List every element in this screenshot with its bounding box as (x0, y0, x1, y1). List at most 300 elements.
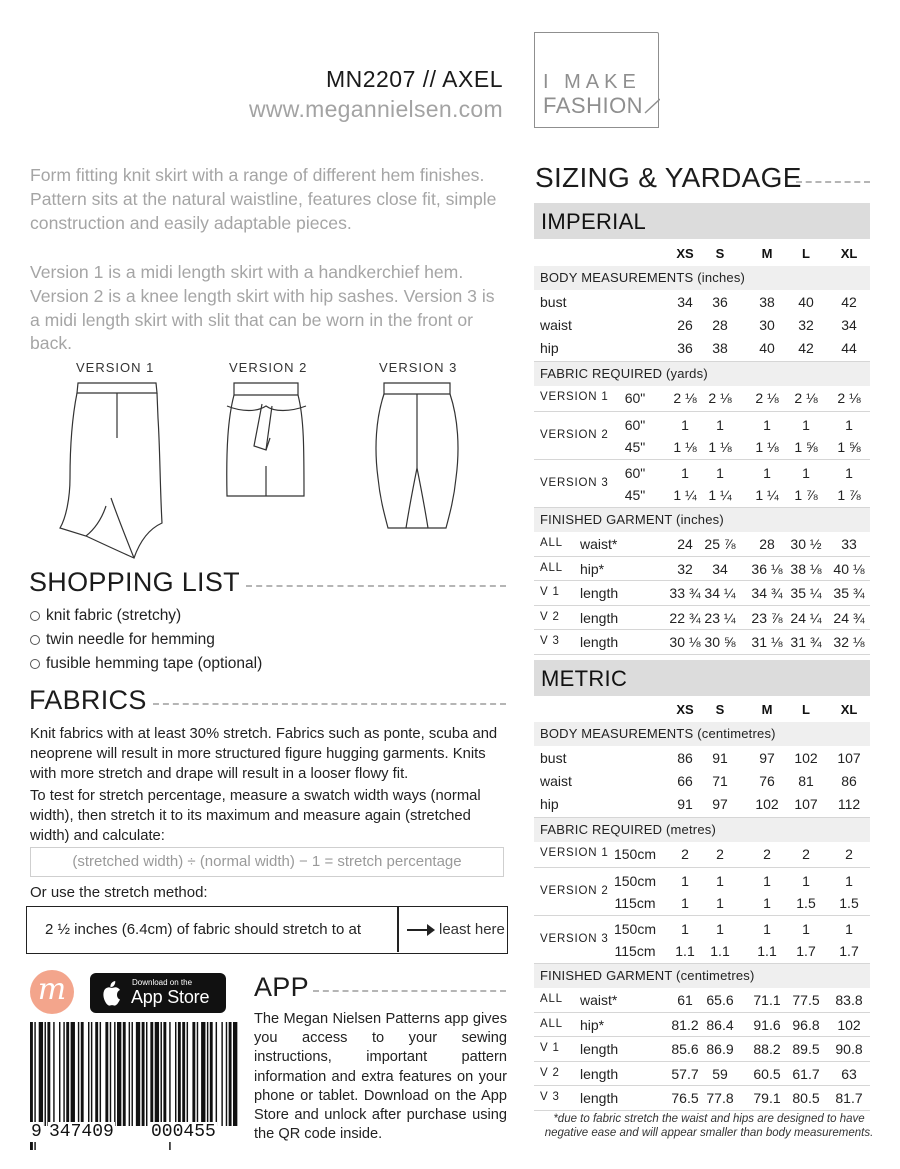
stretch-gauge-text: 2 ½ inches (6.4cm) of fabric should stretch to at (45, 921, 361, 938)
description-paragraph-2: Version 1 is a midi length skirt with a handkerchief hem. Version 2 is a knee length skirt with hip sashes. Version 3 is a midi length skirt with slit that can be worn in the front or back. (30, 262, 495, 354)
body-measurement-row (534, 291, 870, 314)
app-store-small-text: Download on the (132, 978, 193, 987)
barcode-bar (229, 1022, 232, 1126)
size-value-cell: 33 ¾ (669, 585, 701, 601)
size-value-cell: 77.5 (792, 992, 820, 1008)
fabric-width: 45" (624, 487, 646, 503)
size-value-cell: 1 ⅛ (708, 439, 732, 455)
size-value-cell: 91 (677, 796, 693, 812)
website-url[interactable]: www.megannielsen.com (248, 96, 503, 122)
size-value-cell: 1 ⅛ (755, 439, 779, 455)
finished-garment-row (534, 988, 870, 1013)
barcode-bar (201, 1022, 205, 1126)
shopping-item-1: knit fabric (stretchy) (30, 607, 181, 625)
version-label: VERSION 1 (540, 847, 609, 859)
size-value-cell: 71.1 (753, 992, 781, 1008)
size-value-cell: 76.5 (671, 1090, 699, 1106)
shopping-item-2: twin needle for hemming (30, 631, 215, 649)
size-value-cell: 88.2 (753, 1041, 781, 1057)
app-store-badge[interactable] (90, 973, 226, 1013)
size-value-cell: 1.1 (710, 943, 730, 959)
barcode-bar (105, 1022, 108, 1126)
size-value-cell: 59 (712, 1065, 728, 1082)
size-column-header: XS (676, 246, 694, 261)
size-value-cell: 38 (759, 294, 775, 310)
size-value-cell: 86 (841, 773, 857, 789)
size-value-cell: 1 (716, 921, 724, 937)
size-value-cell: 79.1 (753, 1090, 781, 1106)
size-value-cell: 44 (841, 340, 857, 356)
size-value-cell: 42 (798, 340, 814, 356)
shopping-list-heading: SHOPPING LIST (29, 567, 240, 597)
size-value-cell: 1 (716, 417, 724, 433)
size-value-cell: 97 (759, 750, 775, 766)
barcode-bar (132, 1022, 133, 1126)
version-tag: V 1 (540, 1042, 560, 1054)
size-column-header: M (761, 246, 773, 261)
size-value-cell: 36 ⅛ (751, 560, 783, 577)
finished-garment-row (534, 1037, 870, 1062)
fabric-width-row (534, 436, 870, 459)
fabric-width-row (534, 414, 870, 437)
app-store-label: App Store (131, 987, 210, 1007)
size-value-cell: 1.7 (796, 943, 816, 959)
size-value-cell: 102 (794, 750, 818, 766)
measurement-label: hip (540, 796, 559, 812)
version-tag: V 3 (540, 1091, 560, 1103)
size-value-cell: 77.8 (706, 1090, 734, 1106)
finished-garment-row (534, 557, 870, 582)
barcode-bar (178, 1022, 181, 1126)
size-value-cell: 1 (845, 873, 853, 889)
metric-table (534, 696, 870, 1111)
size-value-cell: 63 (841, 1065, 857, 1082)
size-value-cell: 38 ⅛ (790, 560, 822, 577)
version-tag: V 2 (540, 610, 560, 623)
size-value-cell: 112 (837, 796, 861, 812)
finished-garment-row (534, 532, 870, 557)
sizing-divider (796, 181, 870, 183)
size-value-cell: 2 ⅛ (794, 390, 818, 406)
barcode-bar (161, 1022, 162, 1126)
imperial-title: IMPERIAL (541, 209, 647, 234)
app-heading: APP (254, 972, 309, 1002)
size-value-cell: 61.7 (792, 1065, 820, 1082)
fabric-width-row (534, 918, 870, 941)
version-tag: V 1 (540, 586, 560, 598)
measurement-label: length (580, 1090, 619, 1106)
size-value-cell: 107 (837, 750, 861, 766)
size-value-cell: 2 ⅛ (673, 390, 697, 406)
size-value-cell: 40 (759, 340, 775, 356)
barcode-digit-prefix: 9 (31, 1122, 42, 1142)
imperial-header-bar (534, 203, 870, 239)
size-value-cell: 34 ¾ (751, 585, 783, 601)
size-value-cell: 1.5 (796, 895, 816, 911)
size-value-cell: 81.2 (671, 1016, 699, 1033)
size-value-cell: 1 (681, 873, 689, 889)
body-measurements-group (534, 746, 870, 818)
size-value-cell: 1 (845, 465, 853, 481)
size-value-cell: 38 (712, 340, 728, 356)
size-value-cell: 102 (755, 796, 779, 812)
size-value-cell: 23 ⅞ (751, 609, 783, 626)
size-value-cell: 96.8 (792, 1016, 820, 1033)
barcode-bar (95, 1022, 98, 1126)
size-value-cell: 1 (845, 417, 853, 433)
body-measurement-row (534, 770, 870, 793)
fabric-width-row (534, 484, 870, 507)
version-3-label: VERSION 3 (379, 360, 458, 375)
size-value-cell: 1 ⅝ (837, 439, 861, 455)
size-value-cell: 34 (712, 560, 728, 577)
finished-garment-header (534, 964, 870, 988)
barcode-bar (53, 1022, 54, 1126)
checkbox-circle-icon (30, 611, 40, 621)
version-tag: ALL (540, 561, 563, 574)
barcode-bar (146, 1022, 147, 1126)
barcode-bar (39, 1022, 43, 1126)
size-value-cell: 61 (677, 992, 693, 1008)
sizing-yardage-heading: SIZING & YARDAGE (535, 162, 802, 193)
barcode-bar (210, 1022, 213, 1126)
description-paragraph-1: Form fitting knit skirt with a range of different hem finishes. Pattern sits at the natural waistline, features close fit, simple construction and easily adaptable pieces. (30, 165, 497, 233)
size-value-cell: 1 (763, 465, 771, 481)
size-value-cell: 33 (841, 536, 857, 552)
barcode-bar (175, 1022, 176, 1126)
size-value-cell: 81 (798, 773, 814, 789)
fabric-width-row (534, 462, 870, 485)
fabrics-divider (153, 703, 506, 705)
size-value-cell: 1 (763, 417, 771, 433)
measurement-label: bust (540, 750, 567, 766)
size-value-cell: 1 (845, 921, 853, 937)
fabric-width-row (534, 870, 870, 893)
fabric-width: 45" (624, 439, 646, 455)
size-value-cell: 1 (763, 873, 771, 889)
size-value-cell: 1 (681, 921, 689, 937)
barcode-digits-right: 000455 (151, 1122, 216, 1142)
imperial-table (534, 240, 870, 655)
size-value-cell: 35 ¾ (833, 585, 865, 601)
size-column-header: XL (840, 702, 858, 717)
barcode-bar (59, 1022, 60, 1126)
measurement-label: hip (540, 340, 559, 356)
measurement-label: hip* (580, 560, 605, 577)
size-value-cell: 102 (837, 1016, 861, 1033)
finished-garment-row (534, 1062, 870, 1087)
size-value-cell: 1 (763, 921, 771, 937)
size-value-cell: 2 (763, 846, 771, 862)
app-divider (313, 990, 506, 992)
checkbox-circle-icon (30, 635, 40, 645)
metric-title: METRIC (541, 666, 628, 691)
version-tag: ALL (540, 993, 563, 1005)
size-value-cell: 86 (677, 750, 693, 766)
finished-garment-header (534, 508, 870, 532)
size-value-cell: 66 (677, 773, 693, 789)
size-value-cell: 1 (681, 895, 689, 911)
barcode-bar (71, 1022, 75, 1126)
size-value-cell: 1.1 (757, 943, 777, 959)
size-value-cell: 1 (802, 921, 810, 937)
fabric-width: 150cm (613, 921, 657, 937)
size-value-cell: 86.4 (706, 1016, 734, 1033)
fabric-width: 60" (624, 465, 646, 481)
size-value-cell: 83.8 (835, 992, 863, 1008)
size-value-cell: 34 (677, 294, 693, 310)
logo-line-1: I MAKE (543, 71, 641, 93)
version-tag: V 3 (540, 635, 560, 647)
size-header-row (534, 696, 870, 722)
size-value-cell: 30 ⅛ (669, 634, 701, 650)
size-value-cell: 80.5 (792, 1090, 820, 1106)
body-measurements-header (534, 266, 870, 290)
size-value-cell: 24 (677, 536, 693, 552)
barcode-bar (233, 1022, 237, 1126)
measurement-label: waist (540, 773, 572, 789)
barcode-bar (100, 1022, 101, 1126)
apple-icon (99, 980, 125, 1008)
size-value-cell: 1 (802, 873, 810, 889)
size-value-cell: 32 (798, 317, 814, 333)
size-value-cell: 85.6 (671, 1041, 699, 1057)
version-1-label: VERSION 1 (76, 360, 155, 375)
fabrics-paragraph-1: Knit fabrics with at least 30% stretch. Fabrics such as ponte, scuba and neoprene will result in more structured figure hugging garments. Knits with more stretch and drape will result in a looser flowy fit. (30, 726, 498, 782)
version-1-fabric-row (534, 386, 870, 412)
size-value-cell: 40 ⅛ (833, 560, 865, 577)
size-value-cell: 25 ⅞ (704, 536, 736, 552)
finished-garment-row (534, 581, 870, 606)
size-value-cell: 1.5 (839, 895, 859, 911)
size-value-cell: 22 ¾ (669, 609, 701, 626)
size-value-cell: 81.7 (835, 1090, 863, 1106)
stretch-formula-box: (stretched width) ÷ (normal width) − 1 = stretch percentage (30, 847, 504, 877)
barcode-bar (66, 1022, 69, 1126)
version-1-skirt-illustration (56, 378, 176, 563)
size-value-cell: 2 (681, 846, 689, 862)
pattern-code: MN2207 // AXEL (325, 66, 503, 92)
barcode-bar (216, 1022, 217, 1126)
barcode-bar (221, 1022, 222, 1126)
section-title: BODY MEASUREMENTS (centimetres) (540, 726, 776, 741)
barcode-bar (45, 1022, 46, 1126)
section-title: FINISHED GARMENT (inches) (540, 512, 724, 527)
size-value-cell: 1 ¼ (755, 487, 779, 503)
barcode-bar (81, 1022, 84, 1126)
size-value-cell: 1 (716, 895, 724, 911)
barcode-digits-left: 347409 (49, 1122, 114, 1142)
version-2-fabric-group (534, 412, 870, 460)
size-value-cell: 2 (802, 846, 810, 862)
body-measurements-group (534, 290, 870, 362)
measurement-label: length (580, 585, 619, 601)
barcode-bar (63, 1022, 64, 1126)
barcode-bar (197, 1022, 198, 1126)
finished-garment-row (534, 1086, 870, 1111)
version-label: VERSION 3 (540, 477, 609, 489)
size-value-cell: 30 ⅝ (704, 634, 736, 650)
size-column-header: S (715, 702, 725, 717)
measurement-label: bust (540, 294, 567, 310)
size-column-header: XS (676, 702, 694, 717)
size-value-cell: 36 (677, 340, 693, 356)
body-measurements-header (534, 722, 870, 746)
size-value-cell: 65.6 (706, 992, 734, 1008)
fabric-width: 115cm (614, 943, 656, 959)
finished-garment-row (534, 1013, 870, 1038)
size-value-cell: 32 ⅛ (833, 634, 865, 650)
size-value-cell: 26 (677, 317, 693, 333)
size-value-cell: 86.9 (706, 1041, 734, 1057)
measurement-label: waist* (580, 536, 618, 552)
version-1-fabric-row (534, 842, 870, 868)
body-measurement-row (534, 337, 870, 360)
size-value-cell: 57.7 (671, 1065, 699, 1082)
barcode-bar (155, 1022, 159, 1126)
measurement-label: length (580, 609, 619, 626)
fabric-width-row (534, 940, 870, 963)
megan-nielsen-m-logo: m (30, 970, 74, 1014)
size-value-cell: 1 (802, 465, 810, 481)
version-2-fabric-group (534, 868, 870, 916)
size-value-cell: 24 ¾ (833, 609, 865, 626)
size-column-header: S (715, 246, 725, 261)
size-value-cell: 1 ¼ (708, 487, 732, 503)
logo-line-2: FASHION (543, 93, 644, 118)
version-2-label: VERSION 2 (229, 360, 308, 375)
barcode-bar (110, 1022, 111, 1126)
size-column-header: L (802, 702, 810, 717)
sizing-footnote: *due to fabric stretch the waist and hips are designed to have negative ease and will appear smaller than body measurements. (544, 1113, 874, 1139)
measurement-label: length (580, 1041, 619, 1057)
size-value-cell: 1 (681, 465, 689, 481)
version-tag: ALL (540, 1017, 563, 1030)
size-value-cell: 2 (716, 846, 724, 862)
measurement-label: length (580, 634, 619, 650)
measurement-label: length (580, 1065, 619, 1082)
barcode-bar (114, 1022, 115, 1126)
shopping-list-divider (246, 585, 506, 587)
fabric-width-row (534, 892, 870, 915)
size-value-cell: 24 ¼ (790, 609, 822, 626)
size-value-cell: 31 ⅛ (751, 634, 783, 650)
size-value-cell: 60.5 (753, 1065, 781, 1082)
size-value-cell: 2 ⅛ (708, 390, 732, 406)
fabric-width: 150cm (613, 873, 657, 889)
size-value-cell: 91.6 (753, 1016, 781, 1033)
body-measurement-row (534, 314, 870, 337)
barcode-bar (123, 1022, 126, 1126)
barcode-bar (163, 1022, 166, 1126)
barcode-bar (207, 1022, 208, 1126)
barcode-bar (142, 1022, 145, 1126)
size-value-cell: 1 (716, 465, 724, 481)
size-value-cell: 1 (763, 895, 771, 911)
size-value-cell: 28 (759, 536, 775, 552)
size-value-cell: 76 (759, 773, 775, 789)
finished-garment-row (534, 630, 870, 655)
size-value-cell: 1 ⅝ (794, 439, 818, 455)
size-value-cell: 2 ⅛ (837, 390, 861, 406)
size-value-cell: 30 ½ (790, 536, 822, 552)
size-value-cell: 1 (802, 417, 810, 433)
size-value-cell: 1.1 (675, 943, 695, 959)
barcode-bar (91, 1022, 92, 1126)
version-3-fabric-group (534, 460, 870, 508)
version-label: VERSION 3 (540, 933, 609, 945)
fabric-width: 150cm (613, 846, 657, 862)
barcode-bar (192, 1022, 195, 1126)
barcode-bar (136, 1022, 140, 1126)
measurement-label: waist* (580, 992, 618, 1008)
fabric-width: 60" (624, 390, 646, 406)
size-value-cell: 2 (845, 846, 853, 862)
checkbox-circle-icon (30, 659, 40, 669)
size-value-cell: 97 (712, 796, 728, 812)
size-value-cell: 89.5 (792, 1041, 820, 1057)
version-label: VERSION 2 (540, 429, 609, 441)
i-make-fashion-logo (534, 32, 659, 128)
fabric-width: 115cm (614, 895, 656, 911)
size-value-cell: 35 ¼ (790, 585, 822, 601)
size-value-cell: 42 (841, 294, 857, 310)
measurement-label: waist (540, 317, 572, 333)
size-value-cell: 34 ¼ (704, 585, 736, 601)
stretch-gauge-divider (397, 907, 399, 952)
size-value-cell: 34 (841, 317, 857, 333)
size-value-cell: 71 (712, 773, 728, 789)
stretch-method-label: Or use the stretch method: (30, 884, 208, 901)
size-value-cell: 40 (798, 294, 814, 310)
size-value-cell: 1 ⅞ (837, 487, 861, 503)
size-value-cell: 1 (681, 417, 689, 433)
version-tag: ALL (540, 537, 563, 549)
metric-header-bar (534, 660, 870, 696)
fabrics-paragraph-2: To test for stretch percentage, measure a swatch width ways (normal width), then stretch it to its maximum and measure again (stretched width) and calculate: (30, 788, 481, 844)
barcode-bar (150, 1022, 153, 1126)
size-value-cell: 1.7 (839, 943, 859, 959)
barcode-bar (78, 1022, 79, 1126)
barcode-bar (129, 1022, 130, 1126)
size-column-header: M (761, 702, 773, 717)
size-value-cell: 36 (712, 294, 728, 310)
size-value-cell: 91 (712, 750, 728, 766)
size-value-cell: 1 ⅞ (794, 487, 818, 503)
fabric-width: 60" (624, 417, 646, 433)
section-title: BODY MEASUREMENTS (inches) (540, 270, 746, 285)
arrow-right-icon (407, 929, 429, 931)
size-column-header: XL (840, 246, 858, 261)
body-measurement-row (534, 747, 870, 770)
size-value-cell: 31 ¾ (790, 634, 822, 650)
version-label: VERSION 2 (540, 885, 609, 897)
size-value-cell: 32 (677, 560, 693, 577)
fabric-required-header (534, 362, 870, 386)
section-title: FABRIC REQUIRED (yards) (540, 366, 708, 381)
barcode-bar (187, 1022, 188, 1126)
measurement-label: hip* (580, 1016, 605, 1033)
barcode-bar (182, 1022, 185, 1126)
size-value-cell: 1 ¼ (673, 487, 697, 503)
size-value-cell: 1 (716, 873, 724, 889)
body-measurement-row (534, 793, 870, 816)
fabric-required-header (534, 818, 870, 842)
size-value-cell: 107 (794, 796, 818, 812)
version-label: VERSION 1 (540, 391, 609, 403)
finished-garment-row (534, 606, 870, 631)
version-tag: V 2 (540, 1066, 560, 1079)
